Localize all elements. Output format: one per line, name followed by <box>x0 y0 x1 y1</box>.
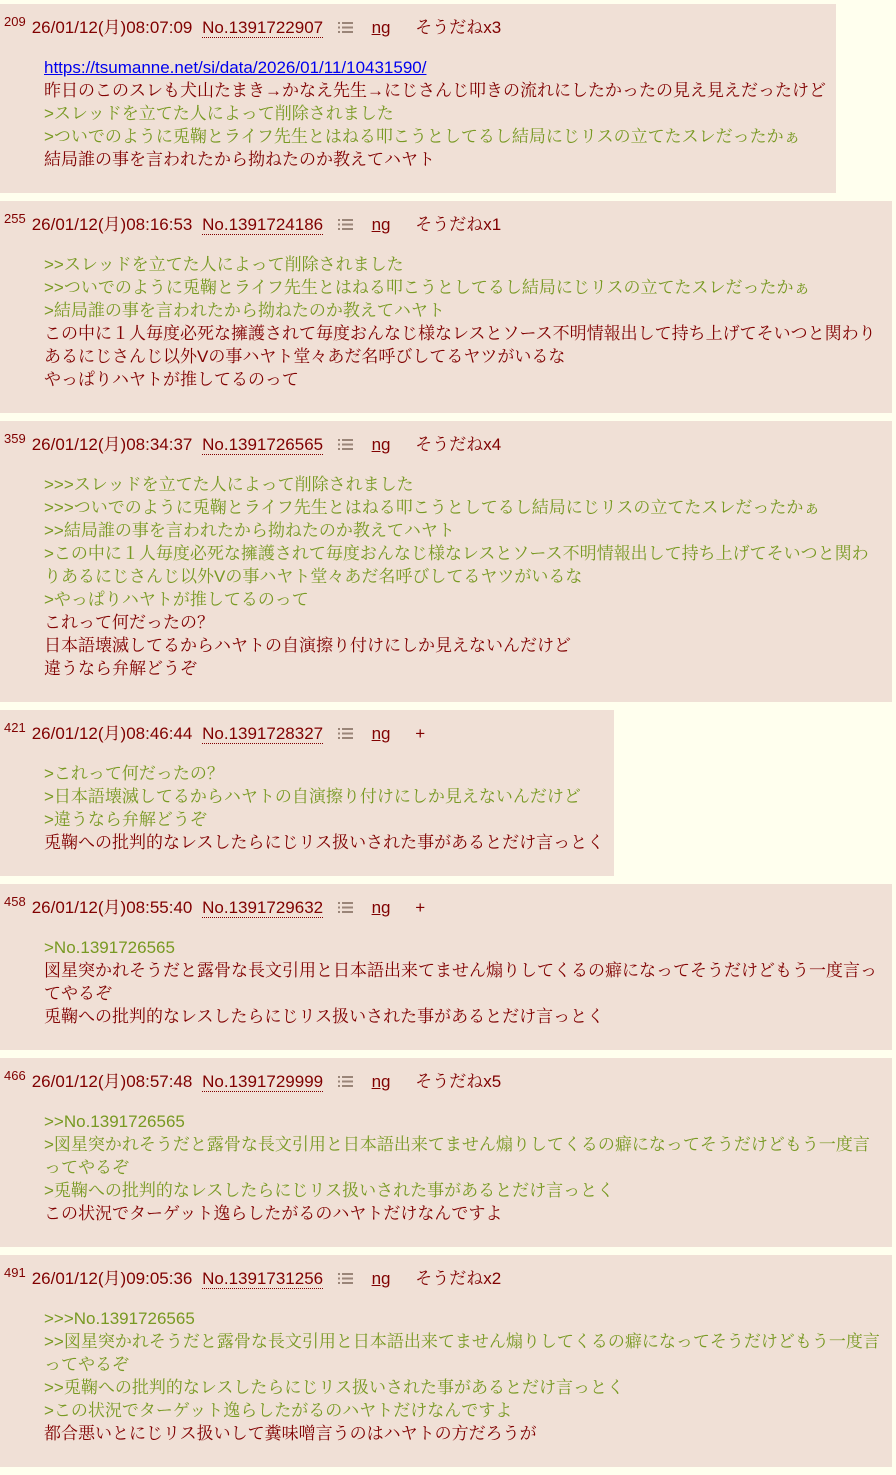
post-index: 458 <box>4 894 26 909</box>
quote-line: >スレッドを立てた人によって削除されました <box>44 104 394 123</box>
ng-link[interactable]: ng <box>371 435 391 454</box>
post <box>0 421 892 702</box>
text-line: 兎鞠への批判的なレスしたらにじリス扱いされた事があるとだけ言っとく <box>44 1007 605 1026</box>
post <box>0 1255 892 1467</box>
text-line: これって何だったの？ <box>44 613 214 632</box>
post-header <box>4 891 882 920</box>
quote-line: >結局誰の事を言われたから拗ねたのか教えてハヤト <box>44 301 445 320</box>
quote-line: >>>スレッドを立てた人によって削除されました <box>44 475 414 494</box>
text-line: 結局誰の事を言われたから拗ねたのか教えてハヤト <box>44 150 435 169</box>
post-body <box>44 936 882 1028</box>
ng-link[interactable]: ng <box>371 1072 391 1091</box>
quote-line: >この中に１人毎度必死な擁護されて毎度おんなじ様なレスとソース不明情報出して持ち上げてそいつと関わりあるにじさんじ以外Vの事ハヤト堂々あだ名呼びしてるヤツがいるな <box>44 544 869 586</box>
text-line: この状況でターゲット逸らしたがるのハヤトだけなんですよ <box>44 1204 503 1223</box>
post-body <box>44 253 882 391</box>
post-date: 26/01/12(月)08:34:37 <box>31 435 193 454</box>
post-number-link[interactable]: No.1391728327 <box>202 724 324 743</box>
list-menu-icon[interactable] <box>338 724 353 746</box>
list-menu-icon[interactable] <box>338 18 353 40</box>
text-line: 都合悪いとにじリス扱いして糞味噌言うのはハヤトの方だろうが <box>44 1424 537 1443</box>
post-body <box>44 1307 882 1445</box>
post-header <box>4 717 604 746</box>
list-menu-icon[interactable] <box>338 215 353 237</box>
text-line: 違うなら弁解どうぞ <box>44 659 197 678</box>
list-menu-icon[interactable] <box>338 1269 353 1291</box>
quote-line: >>結局誰の事を言われたから拗ねたのか教えてハヤト <box>44 521 455 540</box>
text-line: やっぱりハヤトが推してるのって <box>44 370 299 389</box>
post-index: 209 <box>4 14 26 29</box>
post <box>0 884 892 1050</box>
post-date: 26/01/12(月)08:16:53 <box>31 215 193 234</box>
post <box>0 201 892 413</box>
sodane-count[interactable]: そうだねx3 <box>415 18 502 37</box>
post-header <box>4 1262 882 1291</box>
post-number-link[interactable]: No.1391729632 <box>202 898 324 917</box>
post-number-link[interactable]: No.1391726565 <box>202 435 324 454</box>
list-menu-icon[interactable] <box>338 1072 353 1094</box>
quote-line: >日本語壊滅してるからハヤトの自演擦り付けにしか見えないんだけど <box>44 787 581 806</box>
post-header <box>4 1065 882 1094</box>
quote-line: >>兎鞠への批判的なレスしたらにじリス扱いされた事があるとだけ言っとく <box>44 1378 625 1397</box>
ng-link[interactable]: ng <box>371 898 391 917</box>
post-index: 491 <box>4 1265 26 1280</box>
post-index: 359 <box>4 431 26 446</box>
ng-link[interactable]: ng <box>371 215 391 234</box>
sodane-count[interactable]: + <box>415 898 426 917</box>
post-header <box>4 11 826 40</box>
post <box>0 4 836 193</box>
post-header <box>4 208 882 237</box>
post-number-link[interactable]: No.1391731256 <box>202 1269 324 1288</box>
post-date: 26/01/12(月)08:57:48 <box>31 1072 193 1091</box>
text-line: 日本語壊滅してるからハヤトの自演擦り付けにしか見えないんだけど <box>44 636 571 655</box>
post-url-link[interactable]: https://tsumanne.net/si/data/2026/01/11/10431590/ <box>44 58 427 77</box>
quote-line: >>No.1391726565 <box>44 1112 185 1131</box>
post-index: 466 <box>4 1068 26 1083</box>
post-index: 421 <box>4 720 26 735</box>
post-index: 255 <box>4 211 26 226</box>
quote-line: >違うなら弁解どうぞ <box>44 810 207 829</box>
sodane-count[interactable]: そうだねx5 <box>415 1072 502 1091</box>
quote-line: >>>ついでのように兎鞠とライフ先生とはねる叩こうとしてるし結局にじリスの立てたスレだったかぁ <box>44 498 821 517</box>
quote-line: >やっぱりハヤトが推してるのって <box>44 590 309 609</box>
text-line: 昨日のこのスレも犬山たまき→かなえ先生→にじさんじ叩きの流れにしたかったの見え見えだったけど <box>44 81 826 100</box>
post-date: 26/01/12(月)08:55:40 <box>31 898 193 917</box>
post <box>0 710 614 876</box>
post-body <box>44 762 604 854</box>
quote-line: >>>No.1391726565 <box>44 1309 195 1328</box>
post <box>0 1058 892 1247</box>
quote-line: >>スレッドを立てた人によって削除されました <box>44 255 404 274</box>
list-menu-icon[interactable] <box>338 435 353 457</box>
list-menu-icon[interactable] <box>338 898 353 920</box>
ng-link[interactable]: ng <box>371 18 391 37</box>
sodane-count[interactable]: + <box>415 724 426 743</box>
text-line: 図星突かれそうだと露骨な長文引用と日本語出来てません煽りしてくるの癖になってそうだけどもう一度言ってやるぞ <box>44 961 877 1003</box>
quote-line: >兎鞠への批判的なレスしたらにじリス扱いされた事があるとだけ言っとく <box>44 1181 615 1200</box>
post-date: 26/01/12(月)09:05:36 <box>31 1269 193 1288</box>
post-date: 26/01/12(月)08:46:44 <box>31 724 193 743</box>
quote-line: >>ついでのように兎鞠とライフ先生とはねる叩こうとしてるし結局にじリスの立てたスレだったかぁ <box>44 278 811 297</box>
sodane-count[interactable]: そうだねx4 <box>415 435 502 454</box>
quote-line: >No.1391726565 <box>44 938 175 957</box>
post-number-link[interactable]: No.1391722907 <box>202 18 324 37</box>
quote-line: >これって何だったの？ <box>44 764 224 783</box>
text-line: 兎鞠への批判的なレスしたらにじリス扱いされた事があるとだけ言っとく <box>44 833 605 852</box>
quote-line: >この状況でターゲット逸らしたがるのハヤトだけなんですよ <box>44 1401 513 1420</box>
quote-line: >ついでのように兎鞠とライフ先生とはねる叩こうとしてるし結局にじリスの立てたスレだったかぁ <box>44 127 801 146</box>
post-body <box>44 56 826 171</box>
post-header <box>4 428 882 457</box>
ng-link[interactable]: ng <box>371 724 391 743</box>
ng-link[interactable]: ng <box>371 1269 391 1288</box>
text-line: この中に１人毎度必死な擁護されて毎度おんなじ様なレスとソース不明情報出して持ち上げてそいつと関わりあるにじさんじ以外Vの事ハヤト堂々あだ名呼びしてるヤツがいるな <box>44 324 876 366</box>
sodane-count[interactable]: そうだねx2 <box>415 1269 502 1288</box>
post-number-link[interactable]: No.1391729999 <box>202 1072 324 1091</box>
quote-line: >図星突かれそうだと露骨な長文引用と日本語出来てません煽りしてくるの癖になってそうだけどもう一度言ってやるぞ <box>44 1135 870 1177</box>
link-line <box>44 56 826 79</box>
thread-post-list <box>0 4 896 1467</box>
sodane-count[interactable]: そうだねx1 <box>415 215 502 234</box>
quote-line: >>図星突かれそうだと露骨な長文引用と日本語出来てません煽りしてくるの癖になってそうだけどもう一度言ってやるぞ <box>44 1332 880 1374</box>
post-body <box>44 473 882 680</box>
post-number-link[interactable]: No.1391724186 <box>202 215 324 234</box>
post-date: 26/01/12(月)08:07:09 <box>31 18 193 37</box>
post-body <box>44 1110 882 1225</box>
